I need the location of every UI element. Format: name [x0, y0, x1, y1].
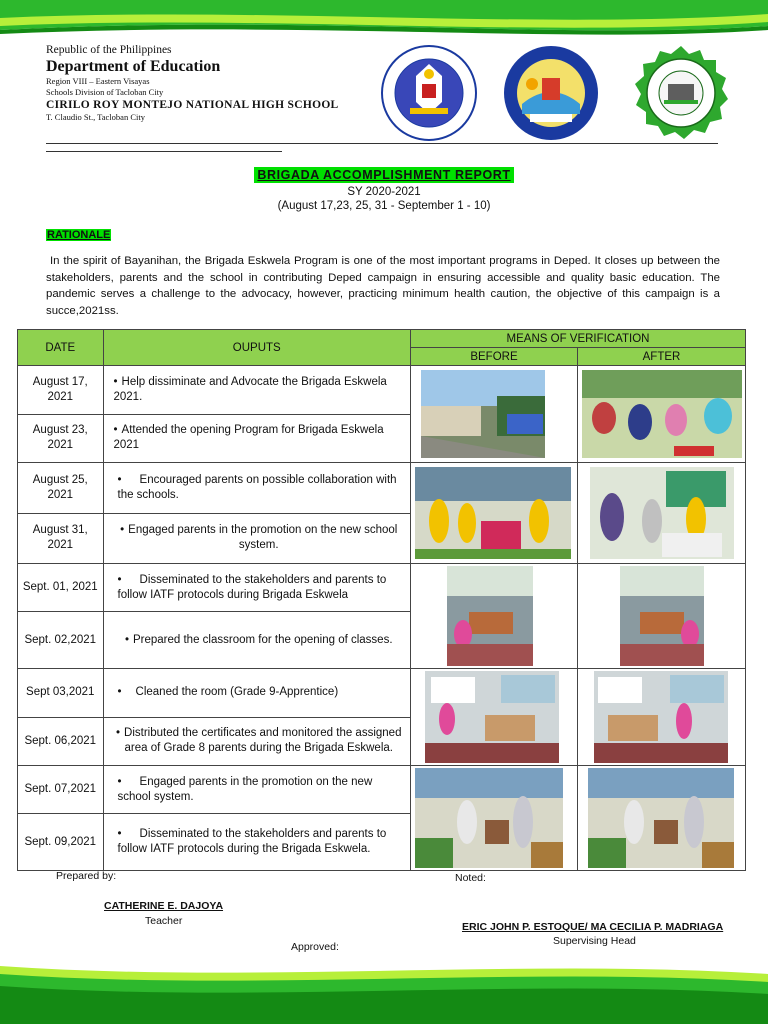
row-date: August 25, 2021 [18, 463, 104, 514]
report-dates: (August 17,23, 25, 31 - September 1 - 10) [277, 200, 491, 212]
row-date: Sept 03,2021 [18, 669, 104, 718]
division-text: Schools Division of Tacloban City [46, 87, 164, 97]
row-date: Sept. 02,2021 [18, 612, 104, 669]
after-photo-cell [577, 669, 745, 766]
row-output: • Encouraged parents on possible collaboration with the schools. [103, 463, 410, 514]
department-title: Department of Education [46, 58, 221, 75]
before-photo [411, 366, 577, 462]
republic-text: Republic of the Philippines [46, 44, 172, 56]
rationale-paragraph: In the spirit of Bayanihan, the Brigada Eskwela Program is one of the most important programs in Deped. It closes up between the stakeholders, parents and the school in contributing Deped campaign in ensuring accessible and quality basic education. The pandemic serves a challenge to the advocacy, however, practicing minimum health caution, the objective of this campaign is a succe,2021ss. [46, 255, 720, 317]
row-output: • Cleaned the room (Grade 9-Apprentice) [103, 669, 410, 718]
rationale-heading: RATIONALE [47, 229, 111, 241]
before-photo-cell [410, 669, 577, 766]
row-output: • Disseminated to the stakeholders and parents to follow IATF protocols during Brigada Eskwela [103, 564, 410, 612]
row-output: • Attended the opening Program for Brigada Eskwela 2021 [103, 414, 410, 463]
outputs-column-header: OUPUTS [103, 330, 410, 366]
table-row [18, 766, 746, 814]
cirilo-roy-montejo-nhs-seal [632, 44, 730, 142]
prepared-by-label: Prepared by: [56, 870, 117, 882]
after-photo [578, 564, 745, 668]
after-photo-cell [577, 463, 745, 564]
kagawaran-ng-edukasyon-seal [370, 44, 488, 142]
row-date: Sept. 07,2021 [18, 766, 104, 814]
row-output: • Engaged parents in the promotion on the new school system. [103, 513, 410, 564]
before-photo-cell [410, 766, 577, 871]
division-of-tacloban-city-seal [492, 44, 610, 142]
table-row [18, 669, 746, 718]
before-photo-cell [410, 366, 577, 463]
table-row [18, 366, 746, 415]
table-row [18, 564, 746, 612]
report-title-block [0, 166, 768, 212]
row-output: • Prepared the classroom for the opening of classes. [103, 612, 410, 669]
header-divider-short [46, 151, 282, 152]
after-photo [578, 669, 745, 765]
top-green-swoosh [0, 0, 768, 44]
before-photo [411, 463, 577, 563]
noted-label: Noted: [455, 872, 486, 884]
school-name: CIRILO ROY MONTEJO NATIONAL HIGH SCHOOL [46, 99, 339, 111]
header-divider [46, 143, 718, 144]
after-photo-cell [577, 564, 745, 669]
table-row [18, 463, 746, 514]
row-date: August 17, 2021 [18, 366, 104, 415]
before-photo [411, 669, 577, 765]
row-date: Sept. 09,2021 [18, 814, 104, 871]
after-photo [578, 766, 745, 870]
prepared-by-role: Teacher [145, 915, 183, 927]
bottom-green-swoosh [0, 964, 768, 1024]
prepared-by-name: CATHERINE E. DAJOYA [104, 900, 224, 912]
approved-label: Approved: [291, 941, 339, 953]
school-address: T. Claudio St., Tacloban City [46, 112, 145, 122]
row-date: August 23, 2021 [18, 414, 104, 463]
before-photo-cell [410, 564, 577, 669]
mov-column-header: MEANS OF VERIFICATION [410, 330, 745, 348]
noted-role: Supervising Head [553, 935, 636, 947]
date-column-header: DATE [18, 330, 104, 366]
after-photo [578, 366, 745, 462]
before-photo [411, 564, 577, 668]
report-title: BRIGADA ACCOMPLISHMENT REPORT [254, 167, 513, 183]
school-year: SY 2020-2021 [347, 186, 421, 198]
row-output: • Distributed the certificates and monitored the assigned area of Grade 8 parents during the Brigada Eskwela. [103, 717, 410, 766]
region-text: Region VIII – Eastern Visayas [46, 76, 150, 86]
row-output: • Help dissiminate and Advocate the Brigada Eskwela 2021. [103, 366, 410, 415]
row-date: August 31, 2021 [18, 513, 104, 564]
after-photo-cell [577, 766, 745, 871]
after-photo-cell [577, 366, 745, 463]
letterhead [46, 44, 376, 123]
before-photo [411, 766, 577, 870]
before-column-header: BEFORE [410, 348, 577, 366]
noted-name: ERIC JOHN P. ESTOQUE/ MA CECILIA P. MADRIAGA [462, 921, 724, 933]
row-output: • Engaged parents in the promotion on the new school system. [103, 766, 410, 814]
row-date: Sept. 06,2021 [18, 717, 104, 766]
row-date: Sept. 01, 2021 [18, 564, 104, 612]
after-column-header: AFTER [577, 348, 745, 366]
after-photo [578, 463, 745, 563]
row-output: • Disseminated to the stakeholders and parents to follow IATF protocols during the Brigada Eskwela. [103, 814, 410, 871]
accomplishment-table [17, 329, 746, 871]
before-photo-cell [410, 463, 577, 564]
